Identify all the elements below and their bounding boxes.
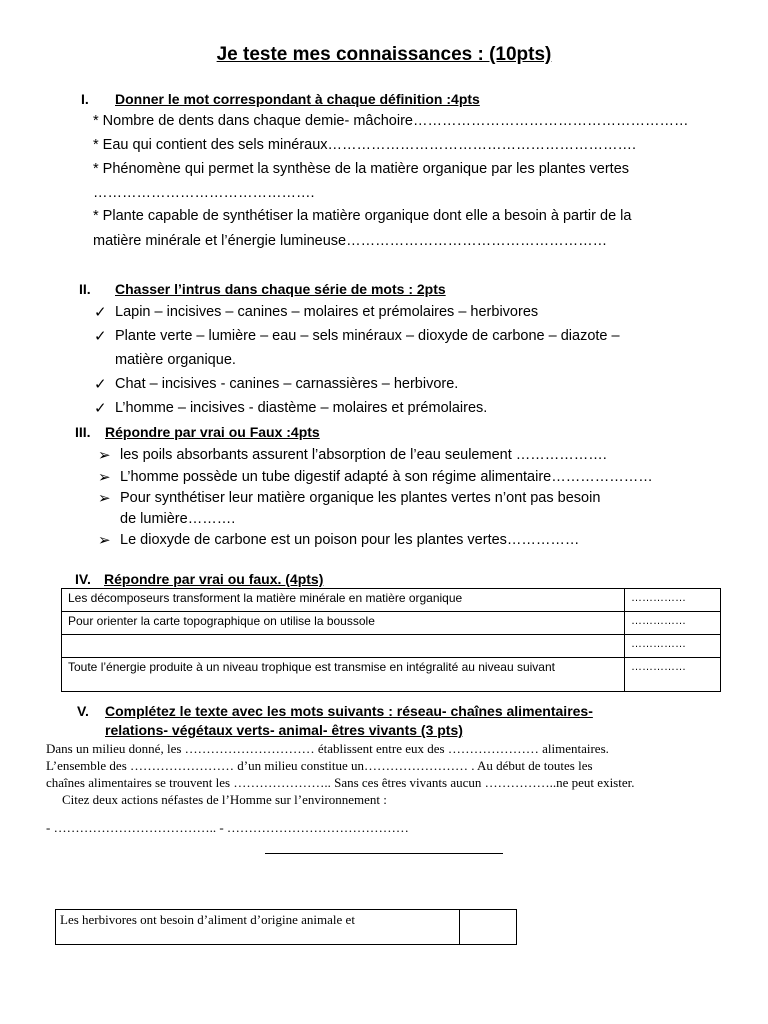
section-3-title: Répondre par vrai ou Faux :4pts bbox=[105, 424, 320, 440]
section-5-question: Citez deux actions néfastes de l’Homme sur l’environnement : bbox=[62, 792, 387, 807]
bottom-table bbox=[55, 909, 517, 945]
check-icon: ✓ bbox=[94, 304, 107, 321]
arrow-bullet-icon: ➢ bbox=[98, 447, 111, 464]
section-5-title: Complétez le texte avec les mots suivants : réseau- chaînes alimentaires- bbox=[105, 703, 593, 719]
section-1-line: * Nombre de dents dans chaque demie- mâchoire………………………………………………… bbox=[93, 113, 689, 129]
check-icon: ✓ bbox=[94, 328, 107, 345]
check-icon: ✓ bbox=[94, 400, 107, 417]
answer-cell[interactable] bbox=[460, 910, 517, 945]
true-false-table bbox=[61, 588, 721, 692]
answer-cell[interactable]: …………… bbox=[625, 612, 721, 635]
section-2-line: L’homme – incisives - diastème – molaires et prémolaires. bbox=[115, 400, 488, 416]
section-3-line: les poils absorbants assurent l’absorption de l’eau seulement ………………. bbox=[120, 447, 607, 463]
statement-cell: Toute l’énergie produite à un niveau trophique est transmise en intégralité au niveau suivant bbox=[62, 658, 625, 692]
section-3-number: III. bbox=[75, 424, 91, 440]
section-3-line: Pour synthétiser leur matière organique les plantes vertes n’ont pas besoin bbox=[120, 490, 601, 506]
arrow-bullet-icon: ➢ bbox=[98, 469, 111, 486]
section-1-title: Donner le mot correspondant à chaque définition :4pts bbox=[115, 91, 480, 107]
divider bbox=[265, 853, 503, 854]
section-2-line: matière organique. bbox=[115, 352, 236, 368]
section-3-line: de lumière………. bbox=[120, 511, 236, 527]
section-5-line: Dans un milieu donné, les ………………………… établissent entre eux des ………………… alimentaires. bbox=[46, 741, 609, 756]
section-3-line: Le dioxyde de carbone est un poison pour les plantes vertes…………… bbox=[120, 532, 580, 548]
table-row bbox=[62, 635, 721, 658]
section-5-line: chaînes alimentaires se trouvent les ………………….. Sans ces êtres vivants aucun ……………..ne peut exister. bbox=[46, 775, 635, 790]
check-icon: ✓ bbox=[94, 376, 107, 393]
arrow-bullet-icon: ➢ bbox=[98, 490, 111, 507]
page-title: Je teste mes connaissances : (10pts) bbox=[216, 44, 552, 65]
section-1-line: ………………………………………. bbox=[93, 185, 315, 201]
section-1-line: matière minérale et l’énergie lumineuse……………………………………………… bbox=[93, 233, 608, 249]
section-5-title: relations- végétaux verts- animal- êtres vivants (3 pts) bbox=[105, 722, 463, 738]
section-2-line: Chat – incisives - canines – carnassières – herbivore. bbox=[115, 376, 459, 392]
section-3-line: L’homme possède un tube digestif adapté à son régime alimentaire………………… bbox=[120, 469, 653, 485]
table-row bbox=[56, 910, 517, 945]
section-2-line: Plante verte – lumière – eau – sels minéraux – dioxyde de carbone – diazote – bbox=[115, 328, 620, 344]
section-1-line: * Plante capable de synthétiser la matière organique dont elle a besoin à partir de la bbox=[93, 208, 632, 224]
section-4-title: Répondre par vrai ou faux. (4pts) bbox=[104, 571, 324, 587]
section-1-line: * Phénomène qui permet la synthèse de la matière organique par les plantes vertes bbox=[93, 161, 630, 177]
section-5-line: L’ensemble des …………………… d’un milieu constitue un…………………… . Au début de toutes les bbox=[46, 758, 593, 773]
section-2-number: II. bbox=[79, 281, 91, 297]
section-2-title: Chasser l’intrus dans chaque série de mots : 2pts bbox=[115, 281, 446, 297]
table-row bbox=[62, 612, 721, 635]
statement-cell: Pour orienter la carte topographique on utilise la boussole bbox=[62, 612, 625, 635]
section-5-answer-line[interactable]: - ……………………………….. - …………………………………… bbox=[46, 820, 409, 835]
table-row bbox=[62, 589, 721, 612]
statement-cell: Les herbivores ont besoin d’aliment d’origine animale et bbox=[56, 910, 460, 945]
arrow-bullet-icon: ➢ bbox=[98, 532, 111, 549]
answer-cell[interactable]: …………… bbox=[625, 635, 721, 658]
answer-cell[interactable]: …………… bbox=[625, 658, 721, 692]
section-2-line: Lapin – incisives – canines – molaires et prémolaires – herbivores bbox=[115, 304, 539, 320]
section-1-number: I. bbox=[81, 91, 89, 107]
section-5-number: V. bbox=[77, 703, 89, 719]
section-1-line: * Eau qui contient des sels minéraux………………………………………………………. bbox=[93, 137, 637, 153]
answer-cell[interactable]: …………… bbox=[625, 589, 721, 612]
statement-cell: Les décomposeurs transforment la matière minérale en matière organique bbox=[62, 589, 625, 612]
table-row bbox=[62, 658, 721, 692]
statement-cell bbox=[62, 635, 625, 658]
section-4-number: IV. bbox=[75, 571, 91, 587]
